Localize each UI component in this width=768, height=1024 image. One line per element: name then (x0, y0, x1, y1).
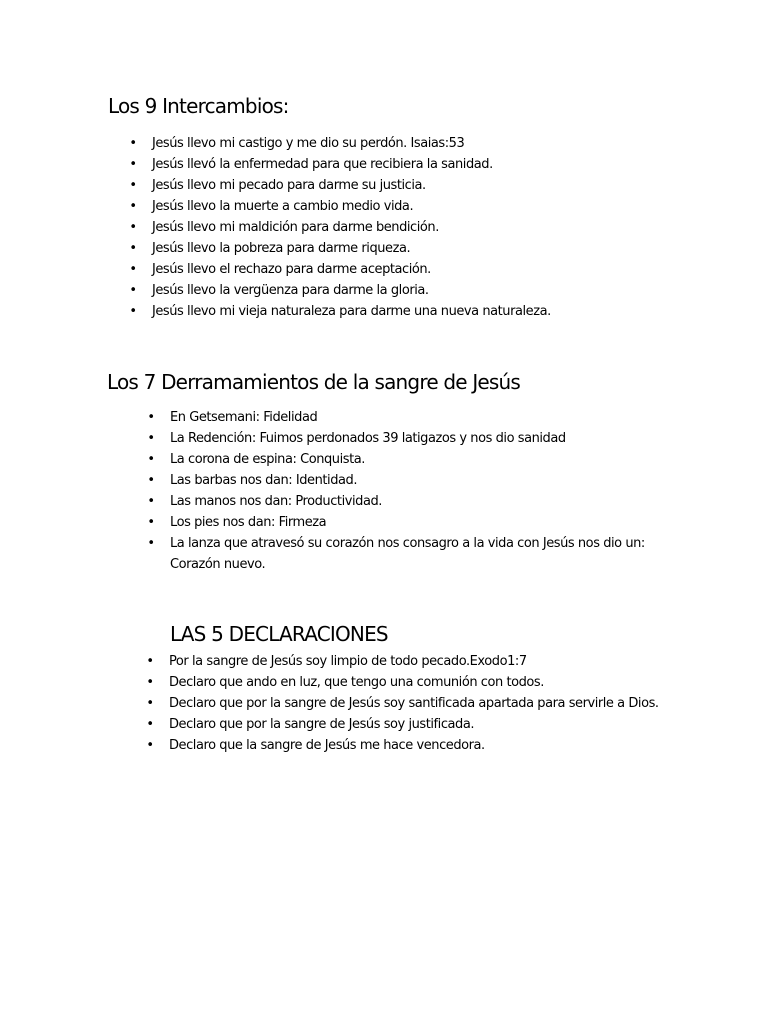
section-heading-derramamientos: Los 7 Derramamientos de la sangre de Jesús (107, 370, 521, 394)
list-item (146, 714, 729, 735)
list-item-text: Jesús llevo la vergüenza para darme la gloria. (152, 283, 429, 298)
list-item-text: Las barbas nos dan: Identidad. (170, 473, 358, 488)
bullet-icon: • (129, 262, 137, 277)
list-item-text: Jesús llevo la pobreza para darme riqueza. (152, 241, 411, 256)
list-item-text: Las manos nos dan: Productividad. (170, 494, 382, 509)
list-item-text: Los pies nos dan: Firmeza (170, 515, 327, 530)
list-item (129, 196, 712, 217)
list-item (146, 735, 729, 756)
bullet-icon: • (147, 410, 155, 425)
bullet-icon: • (147, 515, 155, 530)
list-item-text: Declaro que por la sangre de Jesús soy justificada. (169, 717, 475, 732)
list-item (146, 693, 729, 714)
intercambios-list (129, 133, 712, 322)
bullet-icon: • (129, 304, 137, 319)
list-item (129, 280, 712, 301)
list-item (129, 154, 712, 175)
list-item (129, 133, 712, 154)
declaraciones-list (146, 651, 729, 756)
bullet-icon: • (147, 431, 155, 446)
list-item-text: La Redención: Fuimos perdonados 39 latigazos y nos dio sanidad (170, 431, 566, 446)
bullet-icon: • (129, 220, 137, 235)
list-item (147, 491, 660, 512)
list-item (129, 301, 712, 322)
bullet-icon: • (146, 696, 154, 711)
list-item-text: Declaro que la sangre de Jesús me hace vencedora. (169, 738, 485, 753)
bullet-icon: • (147, 494, 155, 509)
list-item-text: Declaro que ando en luz, que tengo una comunión con todos. (169, 675, 544, 690)
list-item-text: Por la sangre de Jesús soy limpio de todo pecado.Exodo1:7 (169, 654, 527, 669)
list-item (129, 217, 712, 238)
list-item-text: Jesús llevó la enfermedad para que recibiera la sanidad. (152, 157, 493, 172)
bullet-icon: • (147, 452, 155, 467)
bullet-icon: • (129, 199, 137, 214)
bullet-icon: • (146, 675, 154, 690)
list-item-text: Jesús llevo mi castigo y me dio su perdón. Isaias:53 (152, 136, 465, 151)
section-heading-intercambios: Los 9 Intercambios: (108, 94, 289, 118)
derramamientos-list (147, 407, 660, 575)
bullet-icon: • (129, 178, 137, 193)
bullet-icon: • (146, 654, 154, 669)
bullet-icon: • (129, 157, 137, 172)
list-item (147, 533, 660, 575)
section-heading-declaraciones: LAS 5 DECLARACIONES (170, 622, 388, 646)
list-item-text: Jesús llevo mi maldición para darme bendición. (152, 220, 439, 235)
bullet-icon: • (147, 536, 155, 551)
list-item (147, 407, 660, 428)
list-item (146, 651, 729, 672)
list-item-text: Jesús llevo mi pecado para darme su justicia. (152, 178, 426, 193)
list-item (129, 175, 712, 196)
bullet-icon: • (146, 717, 154, 732)
list-item-text: Jesús llevo mi vieja naturaleza para darme una nueva naturaleza. (152, 304, 551, 319)
list-item (129, 238, 712, 259)
list-item-text: Jesús llevo el rechazo para darme aceptación. (152, 262, 431, 277)
list-item-text: La lanza que atravesó su corazón nos consagro a la vida con Jesús nos dio un: Corazón nuevo. (170, 536, 645, 572)
list-item (147, 470, 660, 491)
list-item-text: En Getsemani: Fidelidad (170, 410, 318, 425)
bullet-icon: • (129, 283, 137, 298)
bullet-icon: • (129, 241, 137, 256)
bullet-icon: • (147, 473, 155, 488)
list-item-text: Jesús llevo la muerte a cambio medio vida. (152, 199, 414, 214)
list-item-text: Declaro que por la sangre de Jesús soy santificada apartada para servirle a Dios. (169, 696, 659, 711)
list-item (146, 672, 729, 693)
list-item (147, 512, 660, 533)
list-item (147, 449, 660, 470)
bullet-icon: • (129, 136, 137, 151)
list-item-text: La corona de espina: Conquista. (170, 452, 365, 467)
list-item (147, 428, 660, 449)
list-item (129, 259, 712, 280)
bullet-icon: • (146, 738, 154, 753)
